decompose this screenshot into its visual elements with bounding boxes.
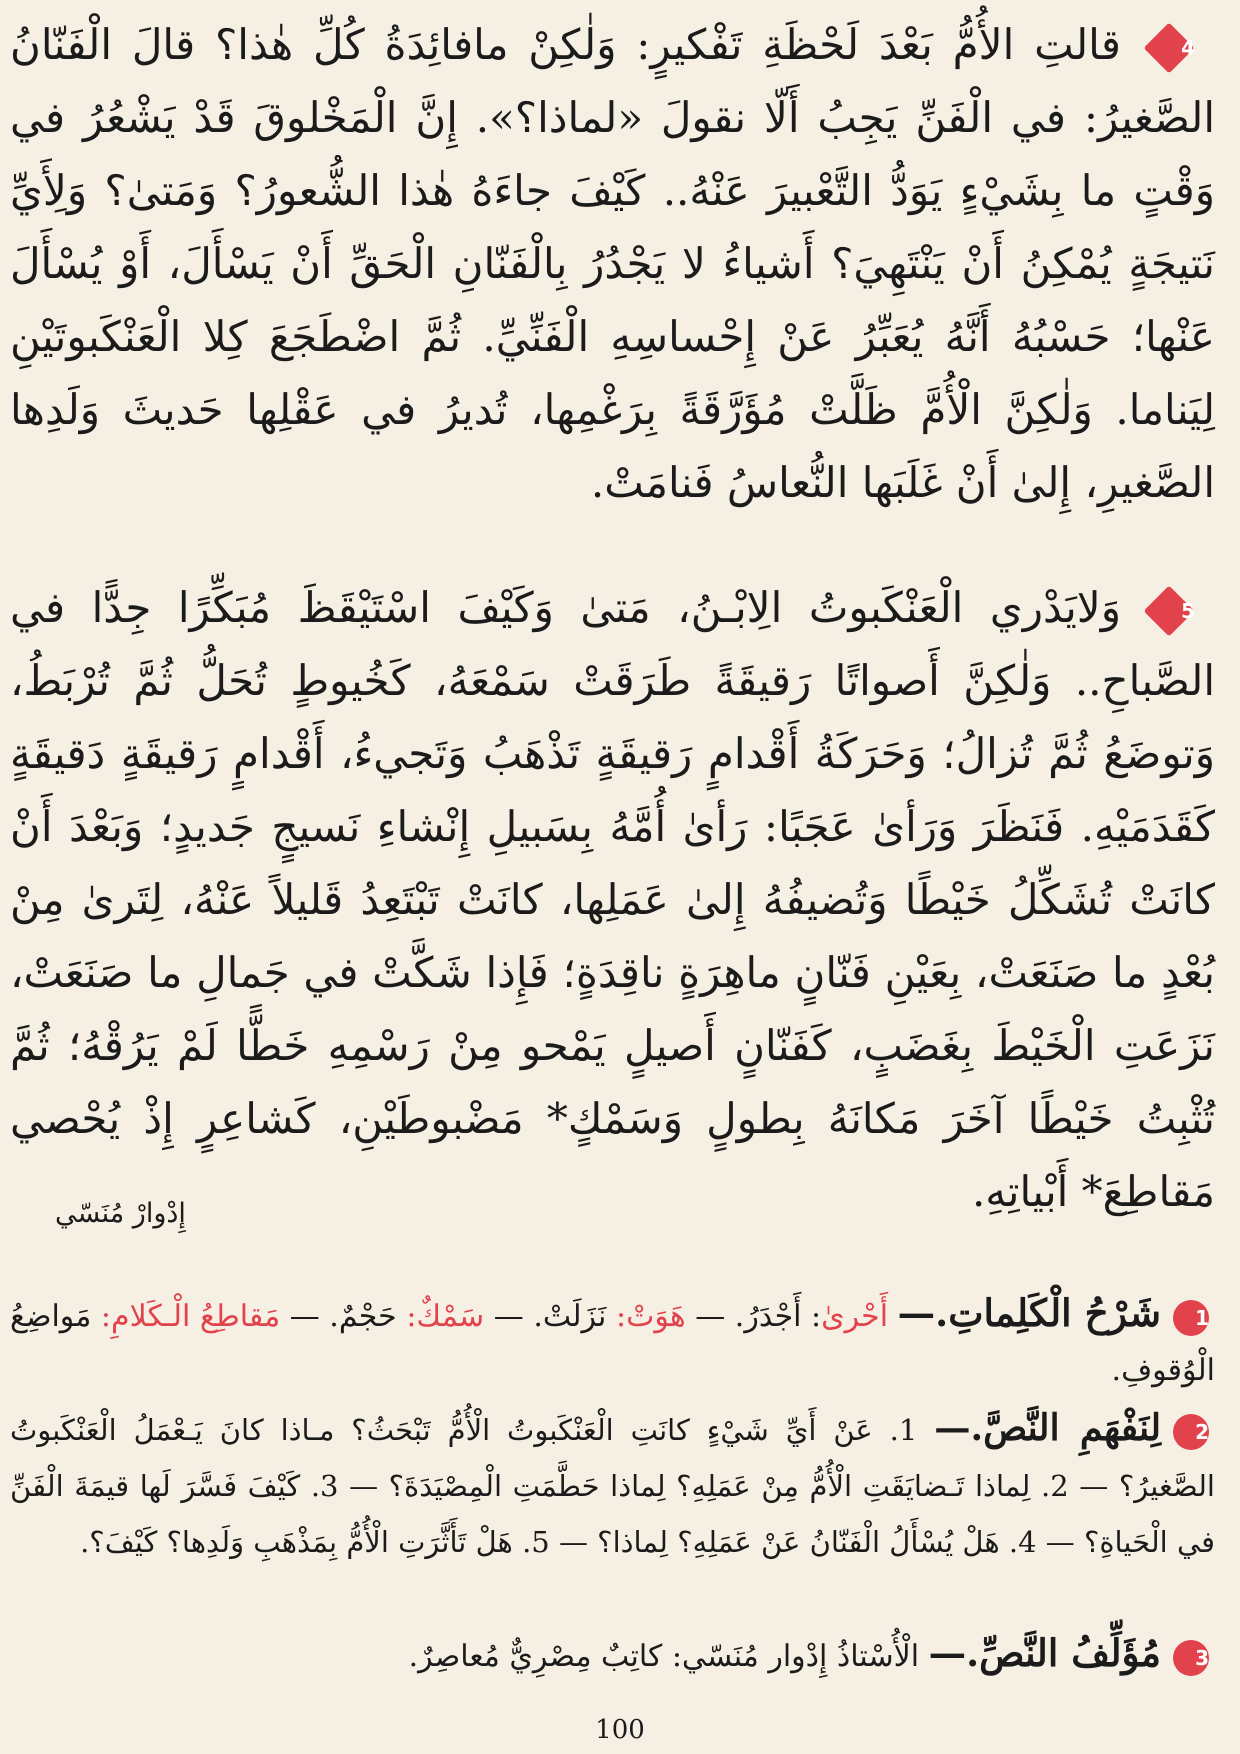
vocab-term: هَوَتْ:: [615, 1299, 686, 1334]
paragraph-text: وَلايَدْري الْعَنْكَبوتُ الِابْـنُ، مَتىٰ وَكَيْفَ اسْتَيْقَظَ مُبَكِّرًا جِدًّا في الصَّباحِ.. وَلٰكِنَّ أَصواتًا رَقيقَةً طَرَقَتْ سَمْعَهُ، كَخُيوطٍ تُحَلُّ ثُمَّ تُرْبَطُ، وَتوضَعُ ثُمَّ تُزالُ؛ وَحَرَكَةُ أَقْدامٍ رَقيقَةٍ تَذْهَبُ وَتَجيءُ، أَقْدامٍ رَقيقَةٍ دَقيقَةٍ كَقَدَمَيْهِ. فَنَظَرَ وَرَأىٰ عَجَبًا: رَأىٰ أُمَّهُ بِسَبيلِ إِنْشاءِ نَسيجٍ جَديدٍ؛ وَبَعْدَ أَنْ كانَتْ تُشَكِّلُ خَيْطًا وَتُضيفُهُ إِلىٰ عَمَلِها، كانَتْ تَبْتَعِدُ قَليلاً عَنْهُ، لِتَرىٰ مِنْ بُعْدٍ ما صَنَعَتْ، بِعَيْنِ فَنّانٍ ماهِرَةٍ ناقِدَةٍ؛ فَإِذا شَكَّتْ في جَمالِ ما صَنَعَتْ، نَزَعَتِ الْخَيْطَ بِغَضَبٍ، كَفَنّانٍ أَصيلٍ يَمْحو مِنْ رَسْمِهِ خَطًّا لَمْ يَرُقْهُ؛ ثُمَّ تُثْبِتُ خَيْطًا آخَرَ مَكانَهُ بِطولٍ وَسَمْكٍ* مَضْبوطَيْنِ، كَشاعِرٍ إِذْ يُحْصي مَقاطِعَ* أَبْياتِهِ.: [10, 583, 1215, 1216]
vocab-definition: مَواضِعُ الْوُقوفِ.: [10, 1299, 1215, 1388]
paragraph-number-marker: [1143, 585, 1195, 637]
author-signature: إِدْوارْ مُنَسّي: [55, 1198, 186, 1229]
story-paragraph-4: [10, 8, 1215, 519]
paragraph-number-marker: [1143, 22, 1195, 74]
vocab-term: سَمْكٌ:: [406, 1299, 485, 1334]
section-heading: مُؤَلِّفُ النَّصِّ.—: [928, 1631, 1161, 1675]
section-number-badge: 2: [1173, 1414, 1209, 1450]
section-number-badge: 1: [1173, 1300, 1209, 1336]
vocab-term: مَقاطِعُ الْـكَلامِ:: [100, 1299, 281, 1334]
page-number: 100: [595, 1715, 645, 1745]
vocab-definition: نَزَلَتْ. —: [484, 1299, 616, 1334]
vocab-definition: : أَجْدَرُ. —: [685, 1299, 822, 1334]
vocab-term: أَحْرىٰ: [821, 1299, 889, 1334]
paragraph-text: قالتِ الأُمُّ بَعْدَ لَحْظَةِ تَفْكيرٍ: وَلٰكِنْ مافائِدَةُ كُلِّ هٰذا؟ قالَ الْفَنّانُ الصَّغيرُ: في الْفَنِّ يَجِبُ أَلّا نقولَ «لماذا؟». إِنَّ الْمَخْلوقَ قَدْ يَشْعُرُ في وَقْتٍ ما بِشَيْءٍ يَوَدُّ التَّعْبيرَ عَنْهُ.. كَيْفَ جاءَهُ هٰذا الشُّعورُ؟ وَمَتىٰ؟ وَلِأَيِّ نَتيجَةٍ يُمْكِنُ أَنْ يَنْتَهِيَ؟ أَشياءُ لا يَجْدُرُ بِالْفَنّانِ الْحَقِّ أَنْ يَسْأَلَ، أَوْ يُسْأَلَ عَنْها؛ حَسْبُهُ أَنَّهُ يُعَبِّرُ عَنْ إِحْساسِهِ الْفَنِّيِّ. ثُمَّ اضْطَجَعَ كِلا الْعَنْكَبوتَيْنِ لِيَناما. وَلٰكِنَّ الْأُمَّ ظَلَّتْ مُؤَرَّقَةً بِرَغْمِها، تُديرُ في عَقْلِها حَديثَ وَلَدِها الصَّغيرِ، إِلىٰ أَنْ غَلَبَها النُّعاسُ فَنامَتْ.: [10, 20, 1215, 507]
vocabulary-section: [10, 1286, 1215, 1398]
author-section: [10, 1625, 1215, 1685]
section-heading: لِنَفْهَمِ النَّصَّ.—: [934, 1406, 1161, 1449]
paragraph-number: 5: [1181, 599, 1195, 623]
comprehension-questions: 1. عَنْ أَيِّ شَيْءٍ كانَتِ الْعَنْكَبوتُ الْأُمُّ تَبْحَثُ؟ مـاذا كانَ يَـعْمَلُ الْعَنْكَبوتُ الصَّغيرُ؟ — 2. لِماذا تَـضايَقَتِ الْأُمُّ مِنْ عَمَلِهِ؟ لِماذا حَطَّمَتِ الْمِصْيَدَةَ؟ — 3. كَيْفَ فَسَّرَ لَها قيمَةَ الْفَنِّ في الْحَياةِ؟ — 4. هَلْ يُسْأَلُ الْفَنّانُ عَنْ عَمَلِهِ؟ لِماذا؟ — 5. هَلْ تَأَثَّرَتِ الْأُمُّ بِمَذْهَبِ وَلَدِها؟ كَيْفَ؟.: [10, 1413, 1215, 1559]
story-paragraph-5: [10, 571, 1215, 1228]
vocab-definition: حَجْمٌ. —: [280, 1299, 407, 1334]
comprehension-section: [10, 1400, 1215, 1570]
section-number-badge: 3: [1173, 1640, 1209, 1676]
author-description: الْأُسْتاذُ إِدْوار مُنَسّي: كاتِبٌ مِصْرِيٌّ مُعاصِرٌ.: [408, 1639, 929, 1674]
paragraph-number: 4: [1181, 36, 1195, 60]
section-heading: شَرْحُ الْكَلِماتِ.—: [897, 1291, 1161, 1335]
